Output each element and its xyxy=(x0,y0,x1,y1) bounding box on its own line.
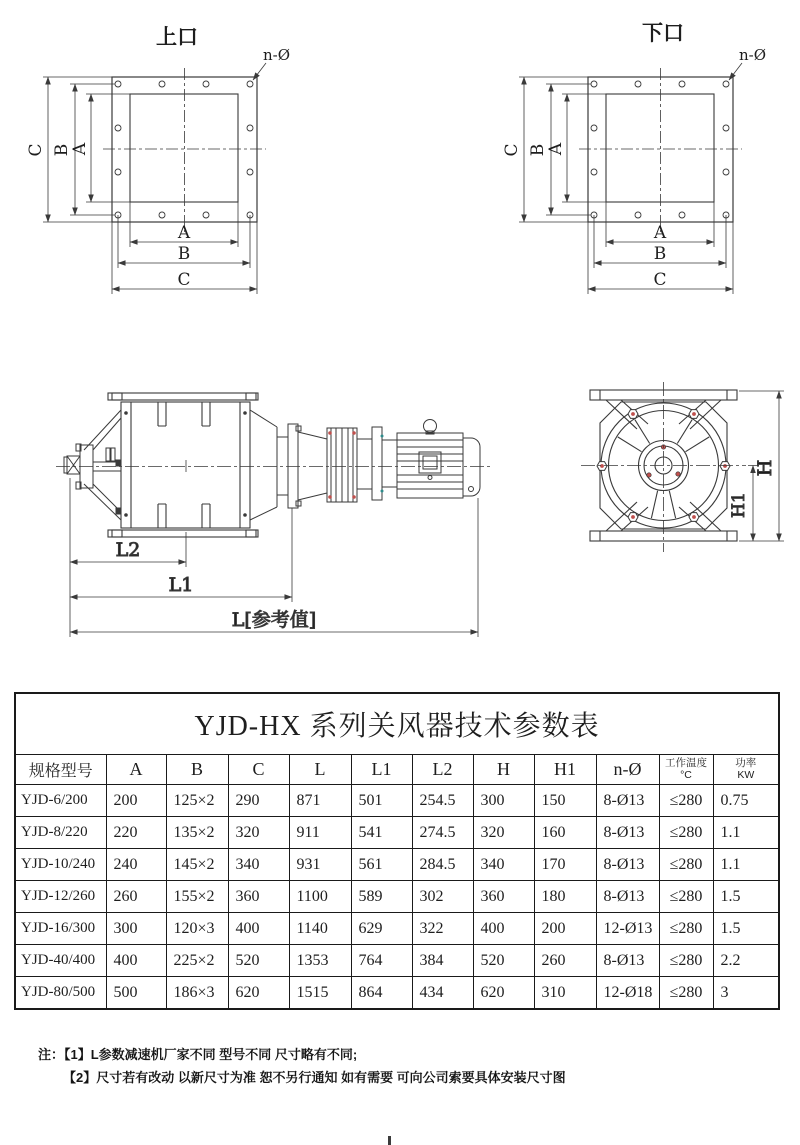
note-line-1: 注：【1】L参数减速机厂家不同 型号不同 尺寸略有不同; xyxy=(38,1047,358,1062)
valve-body xyxy=(121,402,250,528)
dim-label-b: B xyxy=(653,244,667,264)
table-cell: 400 xyxy=(473,913,534,945)
table-cell: 589 xyxy=(351,881,412,913)
table-cell: 500 xyxy=(106,977,166,1010)
table-cell: 302 xyxy=(412,881,473,913)
table-cell: 400 xyxy=(228,913,289,945)
table-cell: 320 xyxy=(228,817,289,849)
header-cell: A xyxy=(106,755,166,785)
dim-label-c: C xyxy=(502,143,522,157)
table-cell: 310 xyxy=(534,977,596,1010)
table-cell: 1.5 xyxy=(713,881,779,913)
table-cell: 400 xyxy=(106,945,166,977)
table-row xyxy=(15,817,779,849)
table-cell: 160 xyxy=(534,817,596,849)
table-cell: 520 xyxy=(228,945,289,977)
table-cell: YJD-10/240 xyxy=(15,849,106,881)
dim-label-l1: L1 xyxy=(168,574,194,596)
dim-label-b: B xyxy=(177,244,191,264)
table-cell: 360 xyxy=(473,881,534,913)
table-cell: YJD-6/200 xyxy=(15,785,106,817)
dim-label-a: A xyxy=(70,142,90,156)
table-cell: YJD-16/300 xyxy=(15,913,106,945)
table-cell: 561 xyxy=(351,849,412,881)
header-cell: n-Ø xyxy=(596,755,659,785)
table-cell: 629 xyxy=(351,913,412,945)
table-cell: 434 xyxy=(412,977,473,1010)
table-cell: ≤280 xyxy=(659,785,713,817)
header-cell: L2 xyxy=(412,755,473,785)
table-cell: 135×2 xyxy=(166,817,228,849)
dim-label-c: C xyxy=(177,270,191,290)
table-cell: 300 xyxy=(473,785,534,817)
table-cell: ≤280 xyxy=(659,945,713,977)
motor xyxy=(397,420,480,499)
spec-table xyxy=(14,692,780,1010)
dim-label-a: A xyxy=(653,223,667,243)
table-cell: 620 xyxy=(228,977,289,1010)
table-cell: 931 xyxy=(289,849,351,881)
table-cell: 864 xyxy=(351,977,412,1010)
table-cell: YJD-8/220 xyxy=(15,817,106,849)
table-cell: 501 xyxy=(351,785,412,817)
table-cell: 260 xyxy=(534,945,596,977)
table-row xyxy=(15,945,779,977)
dim-label-a: A xyxy=(546,142,566,156)
table-cell: 180 xyxy=(534,881,596,913)
table-cell: 911 xyxy=(289,817,351,849)
dim-label-h: H xyxy=(754,459,776,477)
dim-label-h1: H1 xyxy=(729,492,749,518)
table-cell: 384 xyxy=(412,945,473,977)
dim-label-b: B xyxy=(528,143,548,157)
dim-label-c: C xyxy=(26,143,46,157)
header-cell: 功率 KW xyxy=(713,755,779,785)
table-cell: 300 xyxy=(106,913,166,945)
table-cell: 1100 xyxy=(289,881,351,913)
table-cell: ≤280 xyxy=(659,849,713,881)
table-cell: 1.1 xyxy=(713,849,779,881)
table-cell: 340 xyxy=(228,849,289,881)
table-cell: 8-Ø13 xyxy=(596,945,659,977)
table-cell: ≤280 xyxy=(659,913,713,945)
table-cell: 12-Ø13 xyxy=(596,913,659,945)
table-title: YJD-HX 系列关风器技术参数表 xyxy=(15,693,779,755)
gear-reducer xyxy=(250,410,397,520)
table-header-row xyxy=(15,755,779,785)
table-cell: 284.5 xyxy=(412,849,473,881)
table-cell: 186×3 xyxy=(166,977,228,1010)
table-cell: 254.5 xyxy=(412,785,473,817)
table-row xyxy=(15,881,779,913)
dim-label-l2: L2 xyxy=(115,539,141,561)
bolt-count-label: n-Ø xyxy=(263,46,291,64)
table-cell: 3 xyxy=(713,977,779,1010)
table-cell: 360 xyxy=(228,881,289,913)
table-cell: ≤280 xyxy=(659,977,713,1010)
end-view-drawing xyxy=(581,382,784,552)
shaft-end xyxy=(64,410,247,520)
table-row xyxy=(15,977,779,1010)
header-cell: L xyxy=(289,755,351,785)
table-cell: 0.75 xyxy=(713,785,779,817)
table-cell: 8-Ø13 xyxy=(596,849,659,881)
table-cell: 764 xyxy=(351,945,412,977)
footnotes xyxy=(38,1043,566,1089)
note-line-2: 【2】尺寸若有改动 以新尺寸为准 恕不另行通知 如有需要 可向公司索要具体安装尺寸图 xyxy=(63,1070,566,1085)
upper-port-title: 上口 xyxy=(156,26,198,49)
table-cell: 125×2 xyxy=(166,785,228,817)
table-cell: ≤280 xyxy=(659,817,713,849)
table-cell: 340 xyxy=(473,849,534,881)
header-cell: L1 xyxy=(351,755,412,785)
table-cell: 1515 xyxy=(289,977,351,1010)
header-cell: 规格型号 xyxy=(15,755,106,785)
table-cell: 155×2 xyxy=(166,881,228,913)
side-view-drawing xyxy=(56,393,490,637)
table-cell: 12-Ø18 xyxy=(596,977,659,1010)
table-cell: 2.2 xyxy=(713,945,779,977)
dim-label-b: B xyxy=(52,143,72,157)
table-cell: 871 xyxy=(289,785,351,817)
header-cell: H1 xyxy=(534,755,596,785)
dim-label-a: A xyxy=(177,223,191,243)
dim-label-l-reference: L[参考值] xyxy=(231,609,317,631)
table-cell: 8-Ø13 xyxy=(596,881,659,913)
table-cell: 290 xyxy=(228,785,289,817)
table-cell: 170 xyxy=(534,849,596,881)
table-cell: 274.5 xyxy=(412,817,473,849)
dim-label-c: C xyxy=(653,270,667,290)
bolt-count-label: n-Ø xyxy=(739,46,767,64)
table-cell: 150 xyxy=(534,785,596,817)
table-cell: 620 xyxy=(473,977,534,1010)
table-cell: 8-Ø13 xyxy=(596,817,659,849)
header-cell: B xyxy=(166,755,228,785)
header-cell: H xyxy=(473,755,534,785)
table-cell: 200 xyxy=(534,913,596,945)
table-cell: 322 xyxy=(412,913,473,945)
header-cell: 工作温度 °C xyxy=(659,755,713,785)
table-cell: 520 xyxy=(473,945,534,977)
table-row xyxy=(15,913,779,945)
page-edge-artifact xyxy=(388,1136,391,1145)
table-cell: YJD-40/400 xyxy=(15,945,106,977)
table-cell: 8-Ø13 xyxy=(596,785,659,817)
table-cell: 541 xyxy=(351,817,412,849)
table-cell: 1353 xyxy=(289,945,351,977)
table-cell: 145×2 xyxy=(166,849,228,881)
table-cell: 120×3 xyxy=(166,913,228,945)
header-cell: C xyxy=(228,755,289,785)
table-cell: 320 xyxy=(473,817,534,849)
table-title-row xyxy=(15,693,779,755)
lower-port-drawing xyxy=(502,22,766,294)
upper-port-drawing xyxy=(26,26,290,294)
table-cell: YJD-80/500 xyxy=(15,977,106,1010)
note-prefix: 注： xyxy=(38,1047,65,1062)
table-row xyxy=(15,785,779,817)
table-cell: YJD-12/260 xyxy=(15,881,106,913)
table-cell: 1140 xyxy=(289,913,351,945)
table-cell: 260 xyxy=(106,881,166,913)
lower-port-title: 下口 xyxy=(642,22,684,45)
table-row xyxy=(15,849,779,881)
table-cell: ≤280 xyxy=(659,881,713,913)
table-cell: 225×2 xyxy=(166,945,228,977)
table-cell: 1.5 xyxy=(713,913,779,945)
table-cell: 200 xyxy=(106,785,166,817)
table-cell: 220 xyxy=(106,817,166,849)
table-cell: 240 xyxy=(106,849,166,881)
table-cell: 1.1 xyxy=(713,817,779,849)
